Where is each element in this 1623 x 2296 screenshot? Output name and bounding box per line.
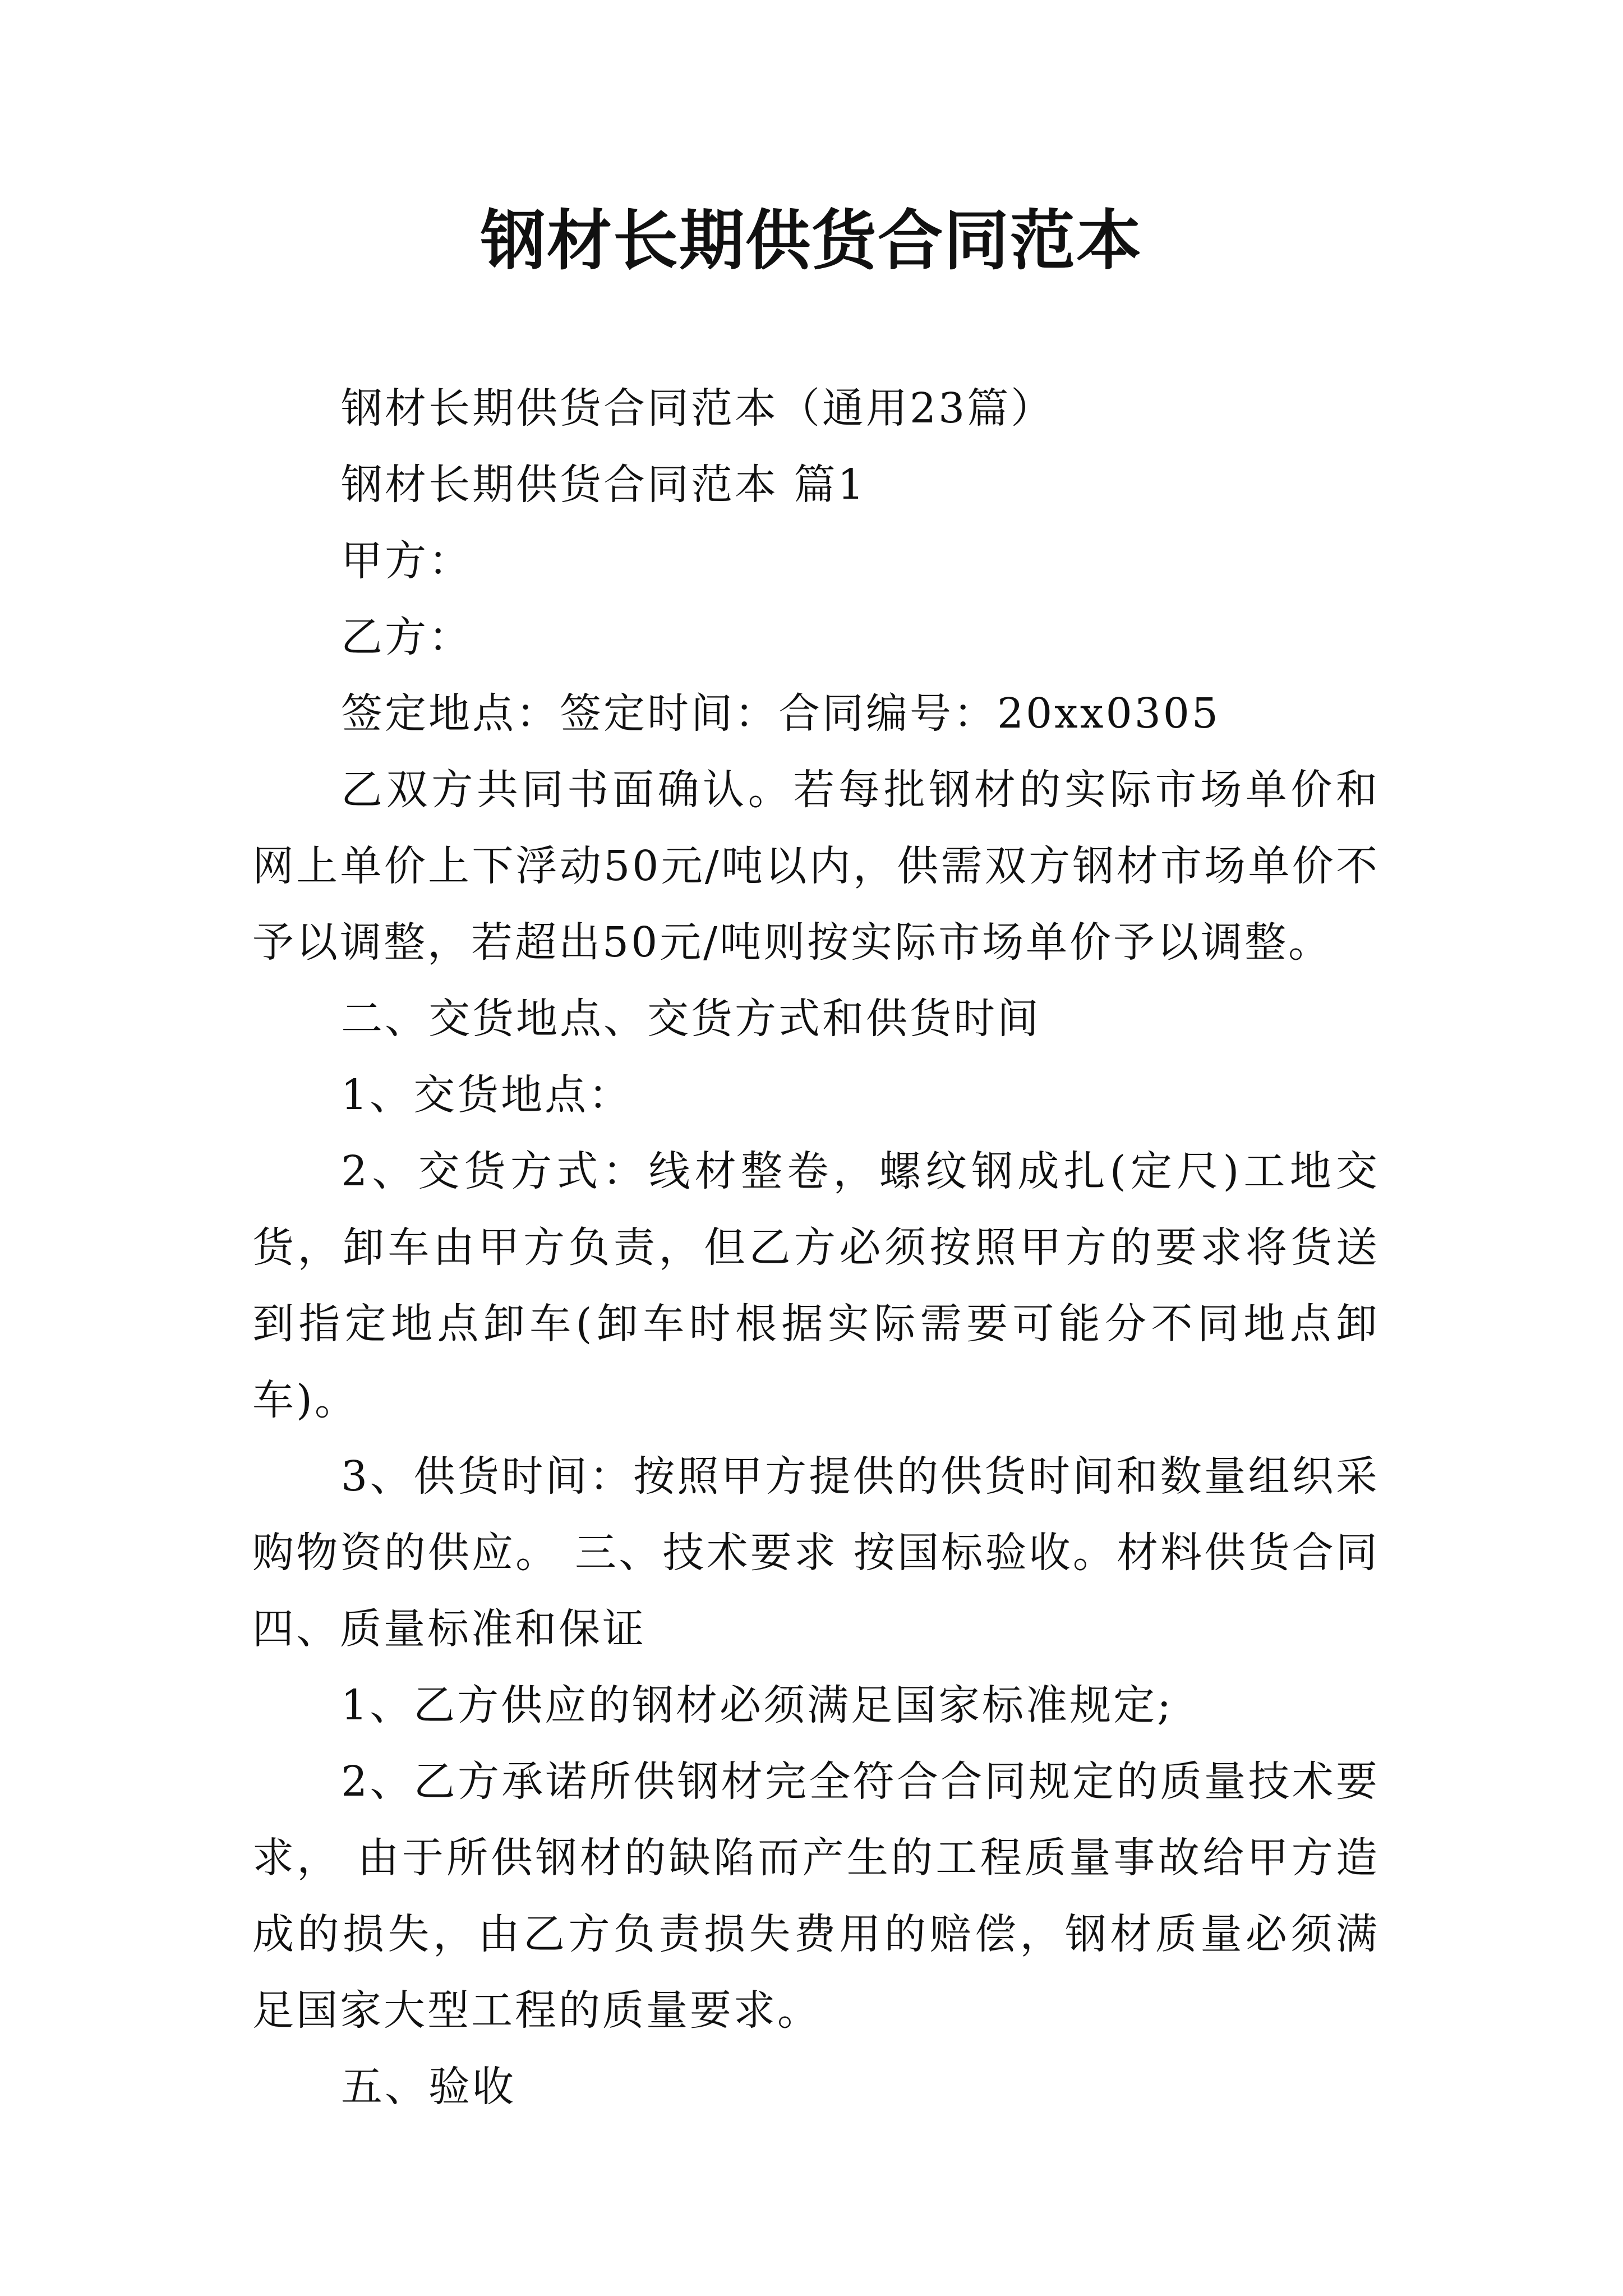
paragraph-quality-standard: 1、乙方供应的钢材必须满足国家标准规定; [341,1681,1174,1729]
document-body [252,370,1380,2125]
paragraph-delivery-method: 2、交货方式：线材整卷，螺纹钢成扎(定尺)工地交货，卸车由甲方负责，但乙方必须按照甲方的要求将货送到指定地点卸车(卸车时根据实际需要可能分不同地点卸车)。 [252,1147,1380,1424]
paragraph-signing-info: 签定地点：签定时间：合同编号：20xx0305 [341,689,1220,738]
paragraph-section-acceptance: 五、验收 [341,2063,516,2111]
paragraph-section-delivery: 二、交货地点、交货方式和供货时间 [341,995,1041,1043]
paragraph-delivery-location: 1、交货地点： [341,1071,633,1119]
paragraph-price-adjustment: 乙双方共同书面确认。若每批钢材的实际市场单价和网上单价上下浮动50元/吨以内，供需双方钢材市场单价不予以调整，若超出50元/吨则按实际市场单价予以调整。 [252,766,1380,967]
paragraph-article-heading: 钢材长期供货合同范本 篇1 [341,461,866,509]
paragraph-party-b: 乙方： [341,613,472,661]
paragraph-quality-guarantee: 2、乙方承诺所供钢材完全符合合同规定的质量技术要求， 由于所供钢材的缺陷而产生的工程质量事故给甲方造成的损失，由乙方负责损失费用的赔偿，钢材质量必须满足国家大型工程的质量要求。 [252,1757,1380,2035]
document-title: 钢材长期供货合同范本 [481,203,1142,279]
paragraph-party-a: 甲方： [341,537,472,585]
paragraph-collection-title: 钢材长期供货合同范本（通用23篇） [341,384,1055,432]
paragraph-delivery-time: 3、供货时间：按照甲方提供的供货时间和数量组织采购物资的供应。 三、技术要求 按国标验收。材料供货合同 四、质量标准和保证 [252,1452,1380,1653]
